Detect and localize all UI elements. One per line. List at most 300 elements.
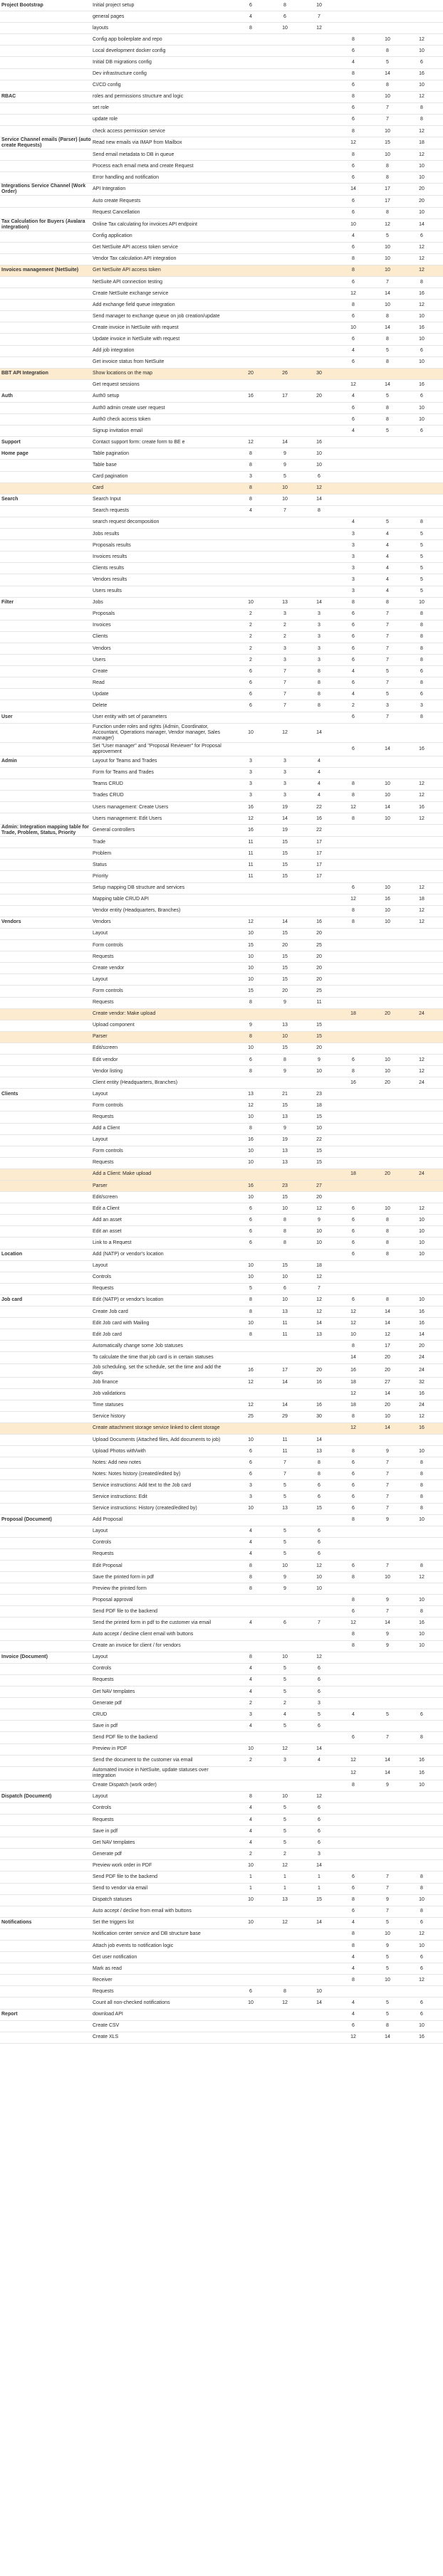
task-cell: Get NAV templates bbox=[93, 1689, 135, 1694]
backend-likely-cell: 8 bbox=[386, 416, 389, 422]
task-cell: Create bbox=[93, 668, 108, 674]
table-row bbox=[0, 1849, 443, 1860]
section-cell: Support bbox=[1, 439, 21, 445]
task-cell: Proposals bbox=[93, 611, 115, 617]
backend-max-cell: 8 bbox=[420, 1563, 423, 1568]
frontend-min-cell: 11 bbox=[248, 862, 254, 867]
backend-max-cell: 8 bbox=[420, 1506, 423, 1511]
task-cell: Auth0 admin create user request bbox=[93, 405, 165, 411]
task-cell: Edit vendor bbox=[93, 1057, 118, 1062]
table-row bbox=[0, 1803, 443, 1815]
frontend-min-cell: 10 bbox=[248, 954, 254, 959]
backend-max-cell: 12 bbox=[419, 793, 424, 798]
frontend-max-cell: 6 bbox=[318, 1494, 320, 1499]
task-cell: Read new emails via IMAP from Mailbox bbox=[93, 140, 182, 146]
task-cell: Proposals results bbox=[93, 542, 131, 548]
task-cell: Requests bbox=[93, 1988, 114, 1994]
task-cell: Parser bbox=[93, 1034, 108, 1040]
backend-likely-cell: 17 bbox=[385, 1343, 390, 1348]
backend-min-cell: 18 bbox=[350, 1171, 356, 1177]
frontend-likely-cell: 5 bbox=[283, 1666, 286, 1672]
section-cell: Vendors bbox=[1, 919, 21, 925]
backend-max-cell: 8 bbox=[420, 657, 423, 663]
backend-min-cell: 8 bbox=[352, 302, 355, 307]
backend-min-cell: 3 bbox=[352, 565, 355, 571]
table-row bbox=[0, 1295, 443, 1307]
frontend-max-cell: 10 bbox=[316, 1240, 322, 1246]
task-cell: Requests bbox=[93, 1551, 114, 1557]
task-cell: Edit Proposal bbox=[93, 1563, 123, 1568]
task-cell: Vendor entity (Headquarters, Branches) bbox=[93, 908, 181, 914]
backend-min-cell: 4 bbox=[352, 668, 355, 674]
task-cell: Send email metadata to DB in queue bbox=[93, 152, 174, 157]
table-row bbox=[0, 1446, 443, 1457]
task-cell: Create CSV bbox=[93, 2023, 120, 2029]
table-row bbox=[0, 1066, 443, 1077]
task-cell: check access permission service bbox=[93, 128, 165, 134]
table-row bbox=[0, 1756, 443, 1767]
frontend-likely-cell: 12 bbox=[282, 1746, 288, 1752]
task-cell: Upload Photos with/with bbox=[93, 1448, 146, 1454]
table-row bbox=[0, 1997, 443, 2009]
backend-max-cell: 8 bbox=[420, 117, 423, 122]
task-cell: Layout bbox=[93, 1529, 108, 1534]
backend-max-cell: 10 bbox=[419, 174, 424, 180]
frontend-min-cell: 2 bbox=[249, 1851, 252, 1857]
backend-min-cell: 6 bbox=[352, 623, 355, 628]
task-cell: Card pagination bbox=[93, 474, 128, 480]
task-cell: Requests bbox=[93, 1286, 114, 1292]
task-cell: Request Cancellation bbox=[93, 210, 140, 216]
backend-likely-cell: 14 bbox=[385, 1620, 390, 1626]
table-row bbox=[0, 529, 443, 540]
backend-likely-cell: 7 bbox=[386, 1482, 389, 1488]
table-row bbox=[0, 1664, 443, 1675]
section-cell: Admin: Integration mapping table for Trade, Problem, Status, Priority bbox=[1, 825, 89, 836]
table-row bbox=[0, 1872, 443, 1883]
task-cell: Controls bbox=[93, 1274, 112, 1280]
backend-min-cell: 8 bbox=[352, 1897, 355, 1903]
frontend-min-cell: 10 bbox=[248, 1160, 254, 1166]
table-row bbox=[0, 986, 443, 997]
table-row bbox=[0, 172, 443, 184]
task-cell: Layout bbox=[93, 931, 108, 936]
backend-min-cell: 6 bbox=[352, 1494, 355, 1499]
task-cell: Users management: Edit Users bbox=[93, 815, 162, 821]
frontend-likely-cell: 9 bbox=[283, 1585, 286, 1591]
backend-likely-cell: 12 bbox=[385, 1331, 390, 1337]
frontend-min-cell: 6 bbox=[249, 1240, 252, 1246]
backend-likely-cell: 8 bbox=[386, 163, 389, 169]
frontend-max-cell: 18 bbox=[316, 1263, 322, 1269]
frontend-likely-cell: 3 bbox=[283, 781, 286, 787]
task-cell: Auto create Requests bbox=[93, 198, 141, 204]
backend-max-cell: 6 bbox=[420, 1954, 423, 1960]
frontend-min-cell: 10 bbox=[248, 1149, 254, 1154]
frontend-max-cell: 7 bbox=[318, 14, 320, 19]
table-row bbox=[0, 1203, 443, 1215]
backend-likely-cell: 20 bbox=[385, 1367, 390, 1373]
frontend-likely-cell: 10 bbox=[282, 1654, 288, 1660]
frontend-max-cell: 9 bbox=[318, 1057, 320, 1062]
backend-likely-cell: 5 bbox=[386, 348, 389, 354]
task-cell: Trades CRUD bbox=[93, 793, 124, 798]
frontend-min-cell: 15 bbox=[248, 942, 254, 948]
frontend-min-cell: 4 bbox=[249, 1540, 252, 1546]
frontend-likely-cell: 3 bbox=[283, 759, 286, 764]
task-cell: Save the printed form in pdf bbox=[93, 1574, 154, 1580]
backend-likely-cell: 14 bbox=[385, 1391, 390, 1397]
backend-min-cell: 8 bbox=[352, 1574, 355, 1580]
table-row bbox=[0, 1792, 443, 1803]
backend-max-cell: 10 bbox=[419, 1297, 424, 1303]
task-cell: Edit Job card with Mailing bbox=[93, 1320, 150, 1326]
table-row bbox=[0, 1906, 443, 1918]
task-cell: Create vendor: Make upload bbox=[93, 1011, 156, 1017]
table-row bbox=[0, 2021, 443, 2032]
backend-max-cell: 16 bbox=[419, 2034, 424, 2040]
frontend-max-cell: 6 bbox=[318, 1482, 320, 1488]
backend-max-cell: 16 bbox=[419, 1391, 424, 1397]
backend-min-cell: 8 bbox=[352, 793, 355, 798]
task-cell: CI/CD config bbox=[93, 83, 121, 88]
table-row bbox=[0, 437, 443, 448]
task-cell: Layout bbox=[93, 976, 108, 982]
backend-min-cell: 12 bbox=[350, 1320, 356, 1326]
table-row bbox=[0, 1732, 443, 1743]
backend-min-cell: 6 bbox=[352, 1874, 355, 1879]
table-row bbox=[0, 712, 443, 724]
table-row bbox=[0, 1055, 443, 1066]
backend-max-cell: 10 bbox=[419, 83, 424, 88]
frontend-max-cell: 16 bbox=[316, 1403, 322, 1408]
table-row bbox=[0, 1284, 443, 1295]
task-cell: Users bbox=[93, 657, 106, 663]
frontend-min-cell: 20 bbox=[248, 371, 254, 376]
frontend-max-cell: 22 bbox=[316, 1137, 322, 1143]
backend-min-cell: 16 bbox=[350, 1367, 356, 1373]
frontend-max-cell: 12 bbox=[316, 1297, 322, 1303]
backend-min-cell: 12 bbox=[350, 290, 356, 296]
frontend-max-cell: 30 bbox=[316, 1414, 322, 1420]
section-cell: Invoices management (NetSuite) bbox=[1, 268, 79, 273]
table-row bbox=[0, 196, 443, 207]
frontend-likely-cell: 15 bbox=[282, 1194, 288, 1200]
table-row bbox=[0, 1975, 443, 1986]
backend-min-cell: 6 bbox=[352, 163, 355, 169]
table-row bbox=[0, 929, 443, 940]
frontend-max-cell: 12 bbox=[316, 1794, 322, 1800]
section-cell: Location bbox=[1, 1252, 23, 1257]
table-row bbox=[0, 756, 443, 768]
task-cell: Preview in PDF bbox=[93, 1746, 127, 1752]
table-row bbox=[0, 231, 443, 243]
backend-likely-cell: 5 bbox=[386, 1954, 389, 1960]
frontend-likely-cell: 15 bbox=[282, 976, 288, 982]
backend-max-cell: 24 bbox=[419, 1354, 424, 1360]
task-cell: Vendors bbox=[93, 645, 111, 651]
frontend-likely-cell: 7 bbox=[283, 691, 286, 697]
task-cell: Process each email meta and create Request bbox=[93, 163, 194, 169]
task-cell: Add an asset bbox=[93, 1217, 122, 1223]
section-cell: Proposal (Document) bbox=[1, 1517, 52, 1523]
backend-max-cell: 8 bbox=[420, 1909, 423, 1914]
frontend-max-cell: 8 bbox=[318, 702, 320, 708]
backend-likely-cell: 17 bbox=[385, 198, 390, 204]
table-row bbox=[0, 149, 443, 161]
backend-max-cell: 12 bbox=[419, 128, 424, 134]
frontend-likely-cell: 5 bbox=[283, 1689, 286, 1694]
backend-likely-cell: 7 bbox=[386, 117, 389, 122]
backend-likely-cell: 8 bbox=[386, 313, 389, 319]
table-row bbox=[0, 1158, 443, 1169]
task-cell: Delete bbox=[93, 702, 108, 708]
backend-min-cell: 6 bbox=[352, 336, 355, 342]
frontend-max-cell: 16 bbox=[316, 815, 322, 821]
task-cell: general pages bbox=[93, 14, 125, 19]
backend-min-cell: 12 bbox=[350, 1309, 356, 1314]
table-row bbox=[0, 1606, 443, 1617]
frontend-likely-cell: 3 bbox=[283, 657, 286, 663]
frontend-min-cell: 6 bbox=[249, 1217, 252, 1223]
frontend-max-cell: 16 bbox=[316, 919, 322, 925]
task-cell: Vendor Tax calculation API integration bbox=[93, 256, 177, 262]
table-row bbox=[0, 288, 443, 300]
backend-min-cell: 8 bbox=[352, 1643, 355, 1649]
task-cell: Automated invoice in NetSuite, update statuses over integration bbox=[93, 1767, 209, 1778]
backend-min-cell: 3 bbox=[352, 576, 355, 582]
backend-min-cell: 3 bbox=[352, 554, 355, 559]
frontend-min-cell: 8 bbox=[249, 1126, 252, 1131]
table-row bbox=[0, 1469, 443, 1480]
frontend-likely-cell: 23 bbox=[282, 1183, 288, 1188]
backend-min-cell: 12 bbox=[350, 2034, 356, 2040]
task-cell: Add Proposal bbox=[93, 1517, 123, 1523]
task-cell: Send PDF file to the backend bbox=[93, 1734, 158, 1740]
backend-max-cell: 8 bbox=[420, 1608, 423, 1614]
backend-max-cell: 24 bbox=[419, 1403, 424, 1408]
backend-likely-cell: 4 bbox=[386, 588, 389, 594]
table-row bbox=[0, 1412, 443, 1423]
table-row bbox=[0, 1226, 443, 1237]
table-row bbox=[0, 1986, 443, 1997]
table-row bbox=[0, 448, 443, 460]
frontend-min-cell: 8 bbox=[249, 450, 252, 456]
backend-likely-cell: 10 bbox=[385, 1057, 390, 1062]
backend-min-cell: 6 bbox=[352, 1459, 355, 1465]
frontend-max-cell: 4 bbox=[318, 793, 320, 798]
task-cell: Function under roles and rights (Admin, Coordinator, Accountant, Operations manager, Vendor manager, Sales manager) bbox=[93, 724, 221, 741]
section-cell: Auth bbox=[1, 394, 13, 399]
frontend-max-cell: 6 bbox=[318, 1666, 320, 1672]
task-cell: Card bbox=[93, 485, 104, 491]
backend-likely-cell: 9 bbox=[386, 1517, 389, 1523]
task-cell: Set "User manager" and "Proposal Reviewer" for Proposal approvement bbox=[93, 743, 222, 754]
backend-max-cell: 8 bbox=[420, 1471, 423, 1477]
backend-likely-cell: 4 bbox=[386, 531, 389, 537]
backend-min-cell: 6 bbox=[352, 405, 355, 411]
backend-max-cell: 8 bbox=[420, 1482, 423, 1488]
frontend-max-cell: 8 bbox=[318, 1471, 320, 1477]
task-cell: set role bbox=[93, 105, 109, 111]
task-cell: layouts bbox=[93, 25, 109, 31]
frontend-min-cell: 6 bbox=[249, 1448, 252, 1454]
frontend-likely-cell: 15 bbox=[282, 954, 288, 959]
task-cell: Job scheduling, set the schedule, set the time and add the days bbox=[93, 1364, 222, 1376]
frontend-max-cell: 12 bbox=[316, 1205, 322, 1211]
table-row bbox=[0, 1307, 443, 1318]
frontend-min-cell: 3 bbox=[249, 474, 252, 480]
frontend-likely-cell: 8 bbox=[283, 1057, 286, 1062]
backend-max-cell: 5 bbox=[420, 542, 423, 548]
table-row bbox=[0, 666, 443, 677]
backend-likely-cell: 5 bbox=[386, 428, 389, 433]
backend-max-cell: 10 bbox=[419, 405, 424, 411]
task-cell: Layout for Teams and Trades bbox=[93, 759, 157, 764]
frontend-max-cell: 14 bbox=[316, 2000, 322, 2006]
backend-likely-cell: 7 bbox=[386, 645, 389, 651]
frontend-max-cell: 20 bbox=[316, 1367, 322, 1373]
backend-min-cell: 6 bbox=[352, 1608, 355, 1614]
backend-max-cell: 8 bbox=[420, 623, 423, 628]
task-cell: Trade bbox=[93, 839, 106, 845]
table-row bbox=[0, 1815, 443, 1826]
table-row bbox=[0, 1963, 443, 1975]
table-row bbox=[0, 632, 443, 643]
table-row bbox=[0, 1583, 443, 1595]
frontend-min-cell: 16 bbox=[248, 394, 254, 399]
backend-likely-cell: 10 bbox=[385, 1414, 390, 1420]
backend-likely-cell: 10 bbox=[385, 268, 390, 273]
frontend-min-cell: 6 bbox=[249, 1205, 252, 1211]
backend-min-cell: 6 bbox=[352, 198, 355, 204]
backend-max-cell: 12 bbox=[419, 268, 424, 273]
frontend-max-cell: 7 bbox=[318, 1620, 320, 1626]
frontend-likely-cell: 13 bbox=[282, 1506, 288, 1511]
table-row bbox=[0, 1884, 443, 1895]
table-row bbox=[0, 1100, 443, 1112]
backend-min-cell: 6 bbox=[352, 210, 355, 216]
backend-likely-cell: 9 bbox=[386, 1597, 389, 1603]
table-row bbox=[0, 161, 443, 172]
table-row bbox=[0, 563, 443, 574]
task-cell: Preview work order in PDF bbox=[93, 1862, 152, 1868]
backend-likely-cell: 7 bbox=[386, 623, 389, 628]
frontend-min-cell: 1 bbox=[249, 1874, 252, 1879]
frontend-likely-cell: 21 bbox=[282, 1091, 288, 1097]
table-row bbox=[0, 460, 443, 471]
frontend-likely-cell: 10 bbox=[282, 25, 288, 31]
table-row bbox=[0, 46, 443, 57]
backend-likely-cell: 7 bbox=[386, 1459, 389, 1465]
task-cell: Update bbox=[93, 691, 109, 697]
frontend-min-cell: 2 bbox=[249, 657, 252, 663]
table-row bbox=[0, 1318, 443, 1329]
frontend-min-cell: 8 bbox=[249, 1000, 252, 1005]
task-cell: Dispatch statuses bbox=[93, 1897, 132, 1903]
frontend-min-cell: 12 bbox=[248, 815, 254, 821]
task-cell: NetSuite API connection testing bbox=[93, 279, 163, 285]
frontend-max-cell: 3 bbox=[318, 634, 320, 640]
task-cell: Get user notification bbox=[93, 1954, 137, 1960]
task-cell: Create invoice in NetSuite with request bbox=[93, 324, 179, 330]
table-row bbox=[0, 1389, 443, 1400]
backend-max-cell: 6 bbox=[420, 394, 423, 399]
task-cell: Edit/screen bbox=[93, 1194, 118, 1200]
backend-likely-cell: 14 bbox=[385, 382, 390, 388]
task-cell: Update invoice in NetSuite with request bbox=[93, 336, 180, 342]
frontend-likely-cell: 19 bbox=[282, 1137, 288, 1143]
table-row bbox=[0, 80, 443, 92]
frontend-max-cell: 4 bbox=[318, 781, 320, 787]
frontend-likely-cell: 2 bbox=[283, 623, 286, 628]
frontend-max-cell: 12 bbox=[316, 485, 322, 491]
task-cell: Send the printed form in pdf to the customer via email bbox=[93, 1620, 212, 1626]
table-row bbox=[0, 1480, 443, 1492]
frontend-max-cell: 6 bbox=[318, 1540, 320, 1546]
backend-min-cell: 12 bbox=[350, 897, 356, 902]
frontend-likely-cell: 13 bbox=[282, 1114, 288, 1119]
frontend-min-cell: 8 bbox=[249, 1034, 252, 1040]
frontend-min-cell: 3 bbox=[249, 793, 252, 798]
backend-min-cell: 8 bbox=[352, 1931, 355, 1937]
backend-min-cell: 4 bbox=[352, 428, 355, 433]
backend-max-cell: 16 bbox=[419, 382, 424, 388]
task-cell: API Integration bbox=[93, 186, 126, 192]
task-cell: Layout bbox=[93, 1654, 108, 1660]
frontend-min-cell: 16 bbox=[248, 1183, 254, 1188]
frontend-likely-cell: 14 bbox=[282, 439, 288, 445]
table-row bbox=[0, 1549, 443, 1561]
table-row bbox=[0, 1400, 443, 1412]
backend-likely-cell: 4 bbox=[386, 576, 389, 582]
section-cell: Admin bbox=[1, 759, 17, 764]
backend-max-cell: 6 bbox=[420, 348, 423, 354]
backend-min-cell: 6 bbox=[352, 117, 355, 122]
backend-max-cell: 6 bbox=[420, 2000, 423, 2006]
backend-max-cell: 12 bbox=[419, 1068, 424, 1074]
task-cell: Vendors results bbox=[93, 576, 127, 582]
backend-max-cell: 14 bbox=[419, 221, 424, 227]
backend-min-cell: 10 bbox=[350, 1331, 356, 1337]
frontend-likely-cell: 6 bbox=[283, 14, 286, 19]
task-cell: roles and permissions structure and logic bbox=[93, 94, 184, 100]
task-cell: Initial project setup bbox=[93, 2, 135, 8]
backend-min-cell: 6 bbox=[352, 1205, 355, 1211]
backend-min-cell: 6 bbox=[352, 645, 355, 651]
backend-max-cell: 16 bbox=[419, 1770, 424, 1775]
task-cell: Controls bbox=[93, 1666, 112, 1672]
frontend-likely-cell: 7 bbox=[283, 702, 286, 708]
backend-min-cell: 8 bbox=[352, 71, 355, 77]
backend-max-cell: 12 bbox=[419, 152, 424, 157]
frontend-max-cell: 3 bbox=[318, 623, 320, 628]
task-cell: Edit Job card bbox=[93, 1331, 122, 1337]
backend-max-cell: 8 bbox=[420, 634, 423, 640]
task-cell: Form controls bbox=[93, 942, 123, 948]
frontend-likely-cell: 5 bbox=[283, 1817, 286, 1822]
backend-likely-cell: 7 bbox=[386, 105, 389, 111]
backend-max-cell: 6 bbox=[420, 691, 423, 697]
table-row bbox=[0, 0, 443, 11]
backend-max-cell: 12 bbox=[419, 36, 424, 42]
frontend-min-cell: 4 bbox=[249, 1666, 252, 1672]
backend-min-cell: 6 bbox=[352, 657, 355, 663]
backend-likely-cell: 8 bbox=[386, 1228, 389, 1234]
frontend-max-cell: 17 bbox=[316, 850, 322, 856]
table-row bbox=[0, 609, 443, 621]
frontend-max-cell: 15 bbox=[316, 1160, 322, 1166]
